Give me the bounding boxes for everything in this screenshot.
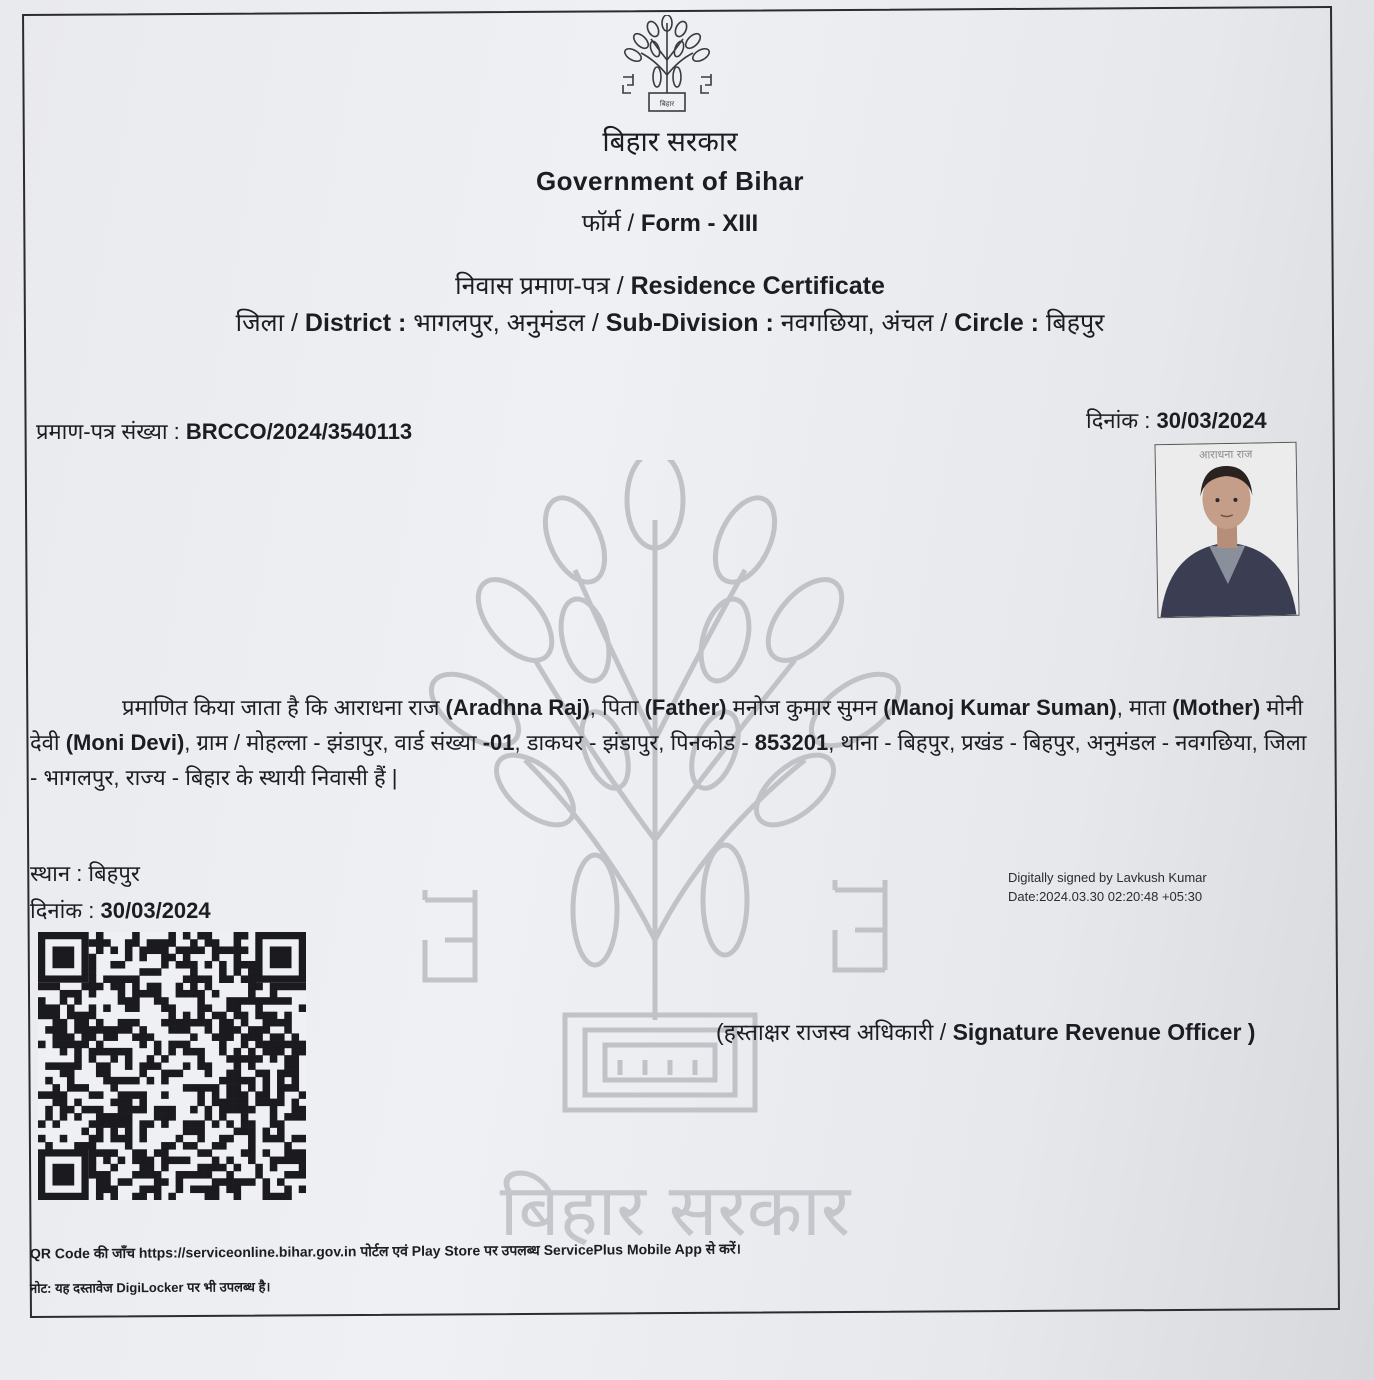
statement-part-3: मनोज कुमार सुमन — [726, 695, 884, 720]
issue-date — [30, 895, 211, 925]
certificate-number — [36, 416, 412, 446]
header-hindi-government: बिहार सरकार — [602, 126, 738, 157]
mother-label: (Mother) — [1172, 695, 1261, 720]
father-name-english: (Manoj Kumar Suman) — [883, 695, 1117, 720]
circle-value: बिहपुर — [1045, 309, 1105, 337]
certificate-date — [1086, 405, 1267, 435]
form-label-hindi: फॉर्म / — [581, 210, 641, 237]
header-government: Government of Bihar — [535, 166, 805, 196]
district-line — [0, 305, 1340, 339]
certificate-title-english: Residence Certificate — [630, 272, 885, 300]
district-label: District : — [304, 309, 414, 337]
certificate-body — [30, 690, 1315, 795]
circle-label: Circle : — [954, 309, 1046, 337]
photo-caption: आराधना राज — [1198, 447, 1253, 462]
pincode: 853201 — [754, 730, 829, 755]
mother-name-english: (Moni Devi) — [65, 730, 185, 755]
certificate-date-label: दिनांक : — [1086, 408, 1157, 433]
subdivision-label: Sub-Division : — [605, 309, 781, 337]
statement-part-8: , थाना - बिहपुर, प्रखंड - बिहपुर, अनुमंडल - नवगछिया, जिला - भागलपुर, राज्य - बिहार के स्थायी निवासी हैं | — [30, 730, 1307, 790]
certificate-number-label: प्रमाण-पत्र संख्या : — [36, 419, 186, 444]
bihar-emblem-watermark — [405, 460, 965, 1260]
officer-signature-label — [716, 1015, 1255, 1047]
digital-signature — [1008, 868, 1207, 906]
statement-part-4: , माता — [1116, 695, 1173, 720]
statement-part-5: मोनी देवी — [30, 695, 1304, 755]
issue-place-value: बिहपुर — [88, 861, 140, 886]
issue-place-label: स्थान : — [30, 861, 89, 886]
statement-part-7: , डाकघर - झंडापुर, पिनकोड - — [514, 730, 755, 755]
issue-date-value: 30/03/2024 — [100, 898, 211, 923]
statement-part-2: , पिता — [589, 695, 645, 720]
certificate-title — [0, 268, 1340, 302]
ward-number: -01 — [482, 730, 515, 755]
statement-part-1: प्रमाणित किया जाता है कि आराधना राज — [122, 695, 446, 720]
watermark-text: बिहार सरकार — [499, 1168, 851, 1252]
digital-signature-signer: Digitally signed by Lavkush Kumar — [1008, 870, 1207, 885]
form-number — [0, 206, 1340, 239]
signature-label-hindi: (हस्ताक्षर राजस्व अधिकारी / — [716, 1019, 953, 1045]
digital-signature-date: Date:2024.03.30 02:20:48 +05:30 — [1008, 889, 1203, 904]
emblem-seal-text: बिहार — [659, 100, 675, 108]
qr-verification-note: QR Code की जाँच https://serviceonline.bihar.gov.in पोर्टल एवं Play Store पर उपलब्ध ServicePlus Mobile App से करें। — [29, 1240, 741, 1262]
applicant-photo — [1154, 442, 1299, 618]
applicant-portrait-image — [1156, 443, 1299, 617]
certificate-statement — [30, 690, 1315, 795]
certificate-number-value: BRCCO/2024/3540113 — [185, 419, 413, 444]
issue-place — [30, 858, 140, 888]
father-label: (Father) — [644, 695, 727, 720]
holder-name-english: (Aradhna Raj) — [445, 695, 590, 720]
statement-part-6: , ग्राम / मोहल्ला - झंडापुर, वार्ड संख्या — [184, 730, 483, 755]
certificate-date-value: 30/03/2024 — [1156, 408, 1267, 433]
certificate-title-hindi: निवास प्रमाण-पत्र / — [455, 272, 631, 300]
signature-label-english: Signature Revenue Officer ) — [952, 1019, 1256, 1045]
digilocker-note: नोट: यह दस्तावेज DigiLocker पर भी उपलब्ध है। — [29, 1279, 271, 1296]
bihar-emblem — [615, 15, 719, 115]
qr-code[interactable] — [38, 932, 306, 1200]
subdivision-value: नवगछिया, अंचल / — [780, 309, 955, 337]
district-value: भागलपुर, अनुमंडल / — [413, 309, 606, 337]
form-label-english: Form - XIII — [640, 210, 759, 237]
issue-date-label: दिनांक : — [30, 898, 101, 923]
district-label-hindi: जिला / — [235, 309, 305, 337]
